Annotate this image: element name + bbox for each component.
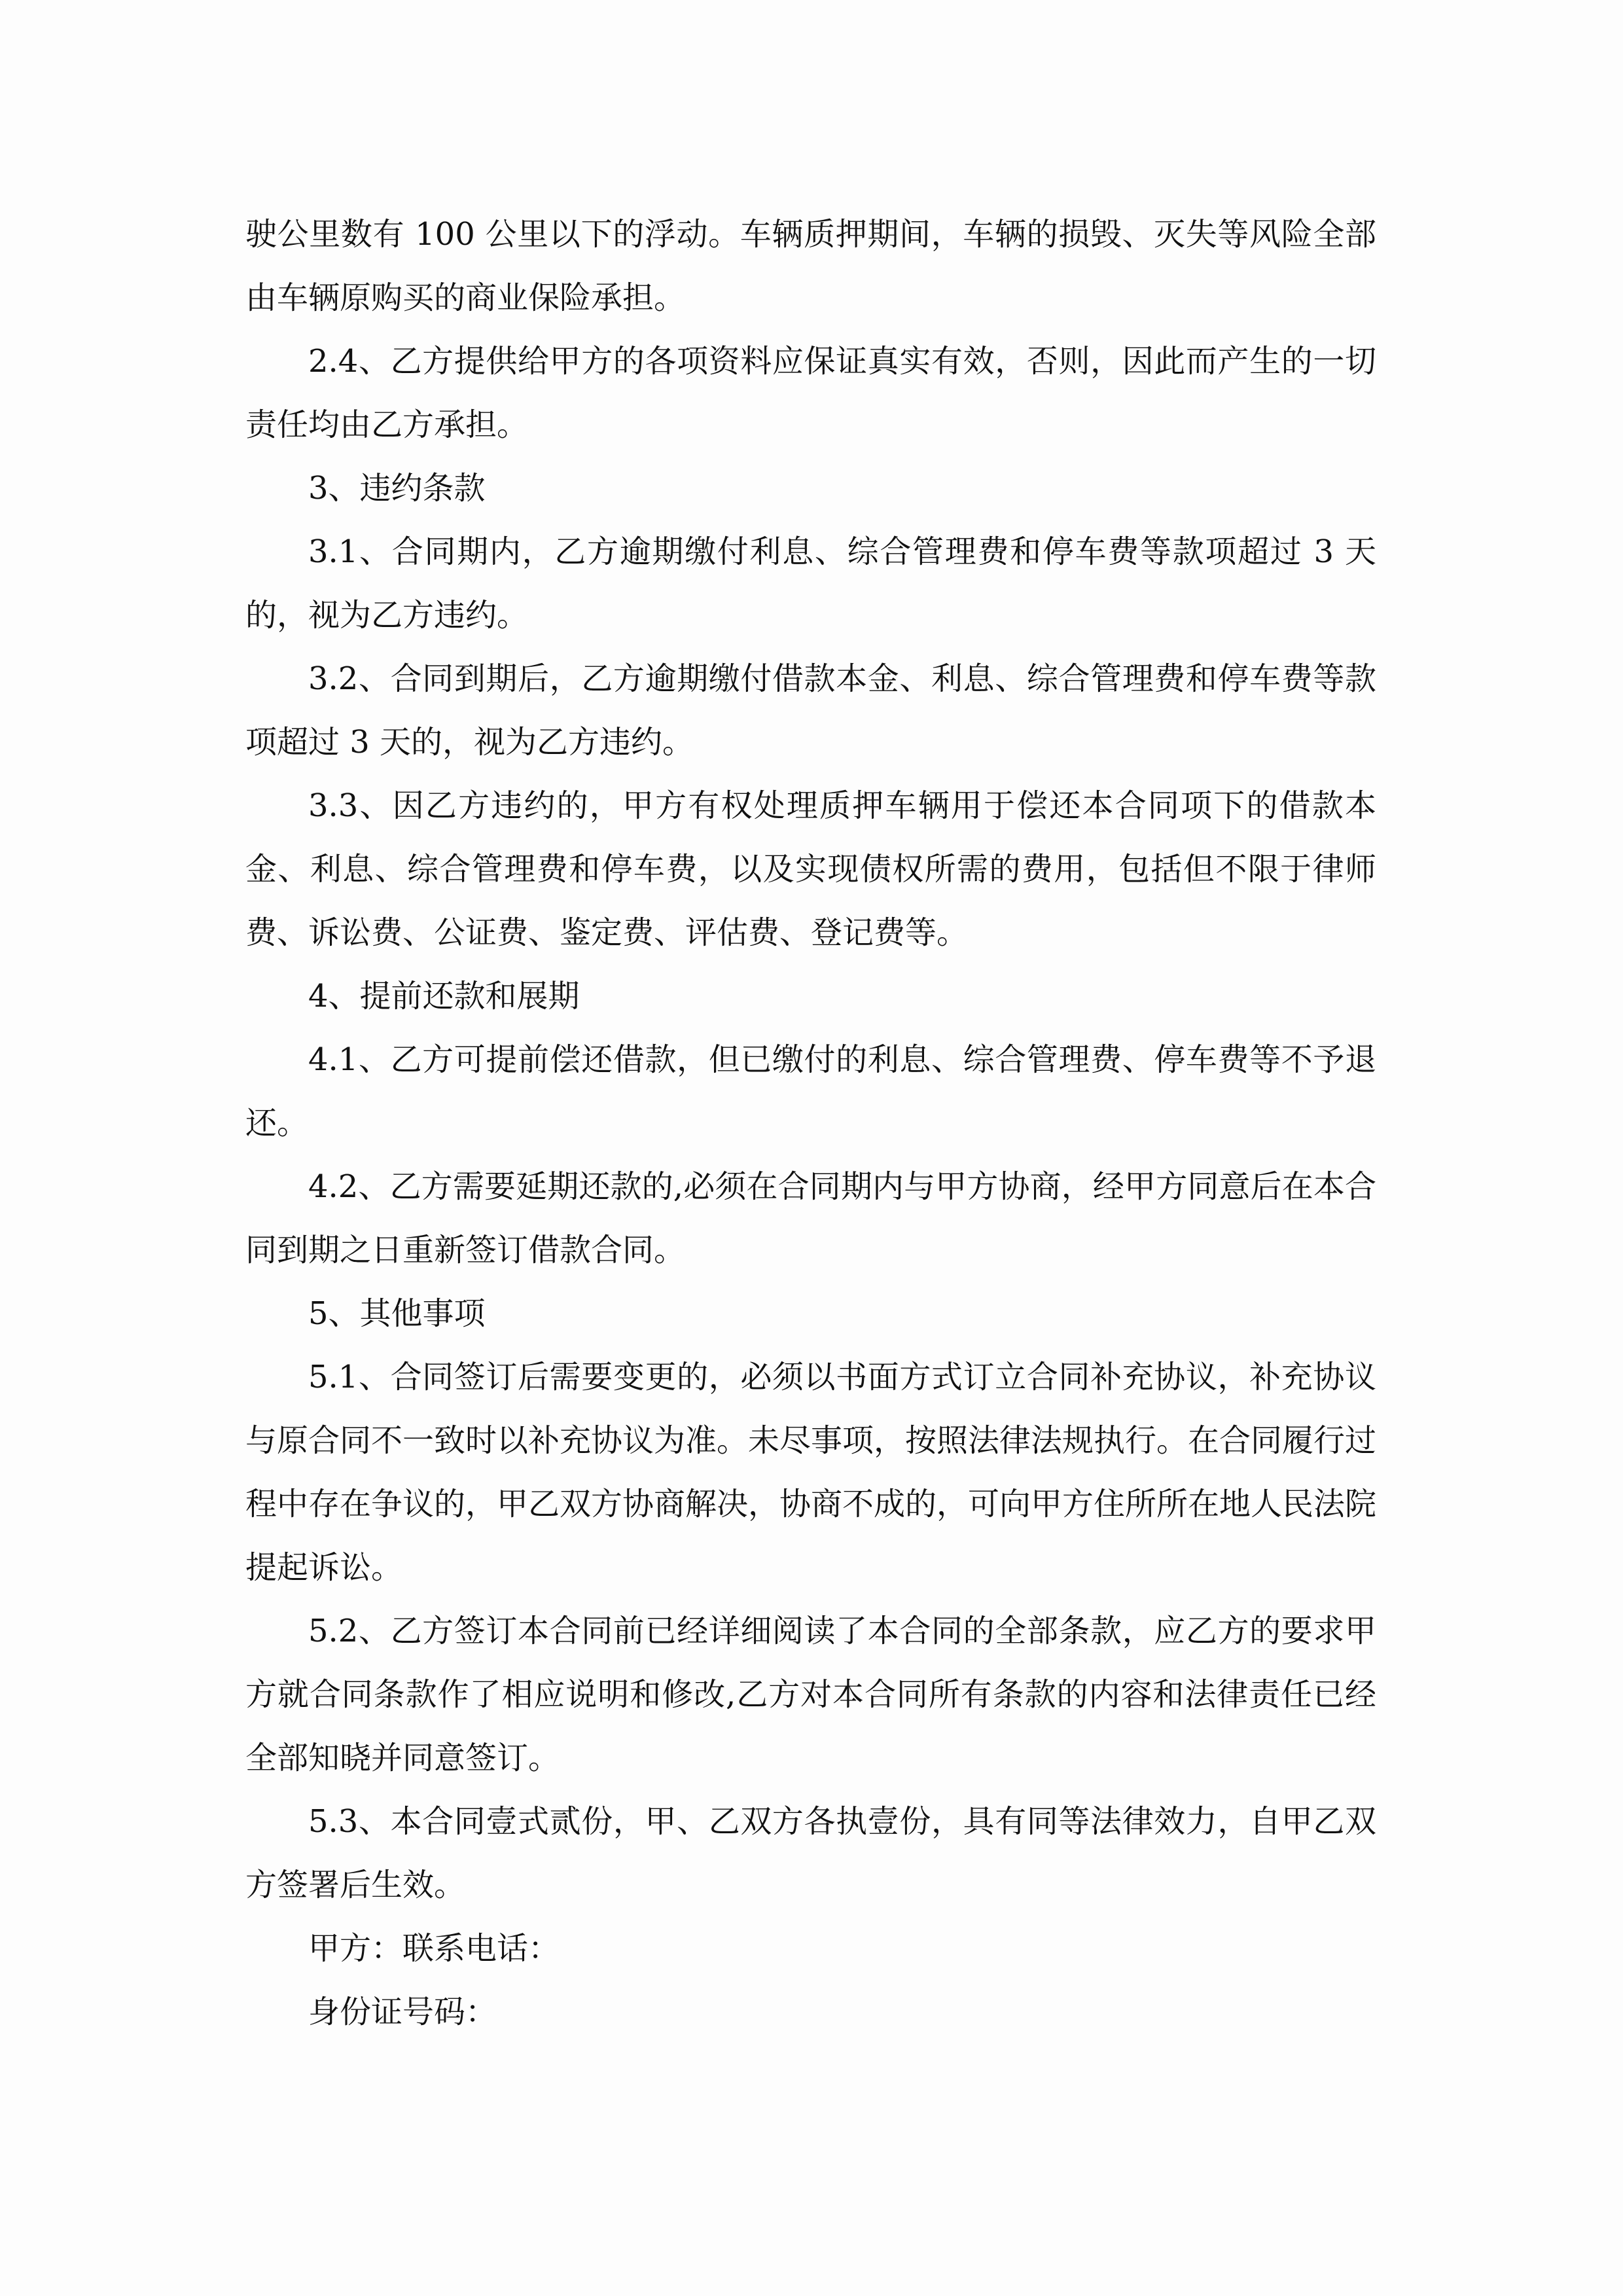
clause-5-1: 5.1、合同签订后需要变更的，必须以书面方式订立合同补充协议，补充协议与原合同不一致时以补充协议为准。未尽事项，按照法律法规执行。在合同履行过程中存在争议的，甲乙双方协商解决，协商不成的，可向甲方住所所在地人民法院提起诉讼。: [245, 1359, 1377, 1586]
section-heading-4: 4、提前还款和展期: [308, 978, 580, 1014]
clause-2-4: 2.4、乙方提供给甲方的各项资料应保证真实有效，否则，因此而产生的一切责任均由乙方承担。: [245, 343, 1376, 443]
clause-4-2: 4.2、乙方需要延期还款的,必须在合同期内与甲方协商，经甲方同意后在本合同到期之日重新签订借款合同。: [245, 1168, 1376, 1268]
clause-4-1: 4.1、乙方可提前偿还借款，但已缴付的利息、综合管理费、停车费等不予退还。: [245, 1041, 1376, 1141]
section-heading-3: 3、违约条款: [308, 470, 486, 507]
section-heading-5: 5、其他事项: [308, 1295, 486, 1332]
party-a-phone-label: 甲方：联系电话：: [308, 1930, 560, 1967]
clause-3-1: 3.1、合同期内，乙方逾期缴付利息、综合管理费和停车费等款项超过 3 天的，视为乙方违约。: [245, 533, 1376, 634]
clause-3-3: 3.3、因乙方违约的，甲方有权处理质押车辆用于偿还本合同项下的借款本金、利息、综合管理费和停车费，以及实现债权所需的费用，包括但不限于律师费、诉讼费、公证费、鉴定费、评估费、登记费等。: [245, 787, 1376, 951]
clause-5-2: 5.2、乙方签订本合同前已经详细阅读了本合同的全部条款，应乙方的要求甲方就合同条款作了相应说明和修改,乙方对本合同所有条款的内容和法律责任已经全部知晓并同意签订。: [245, 1613, 1376, 1776]
document-page: [245, 203, 1376, 2044]
clause-5-3: 5.3、本合同壹式贰份，甲、乙双方各执壹份，具有同等法律效力，自甲乙双方签署后生效。: [245, 1803, 1376, 1903]
id-number-label: 身份证号码：: [308, 1994, 497, 2030]
clause-3-2: 3.2、合同到期后，乙方逾期缴付借款本金、利息、综合管理费和停车费等款项超过 3 天的，视为乙方违约。: [245, 660, 1376, 761]
paragraph-continuation: 驶公里数有 100 公里以下的浮动。车辆质押期间，车辆的损毁、灭失等风险全部由车辆原购买的商业保险承担。: [245, 216, 1376, 316]
